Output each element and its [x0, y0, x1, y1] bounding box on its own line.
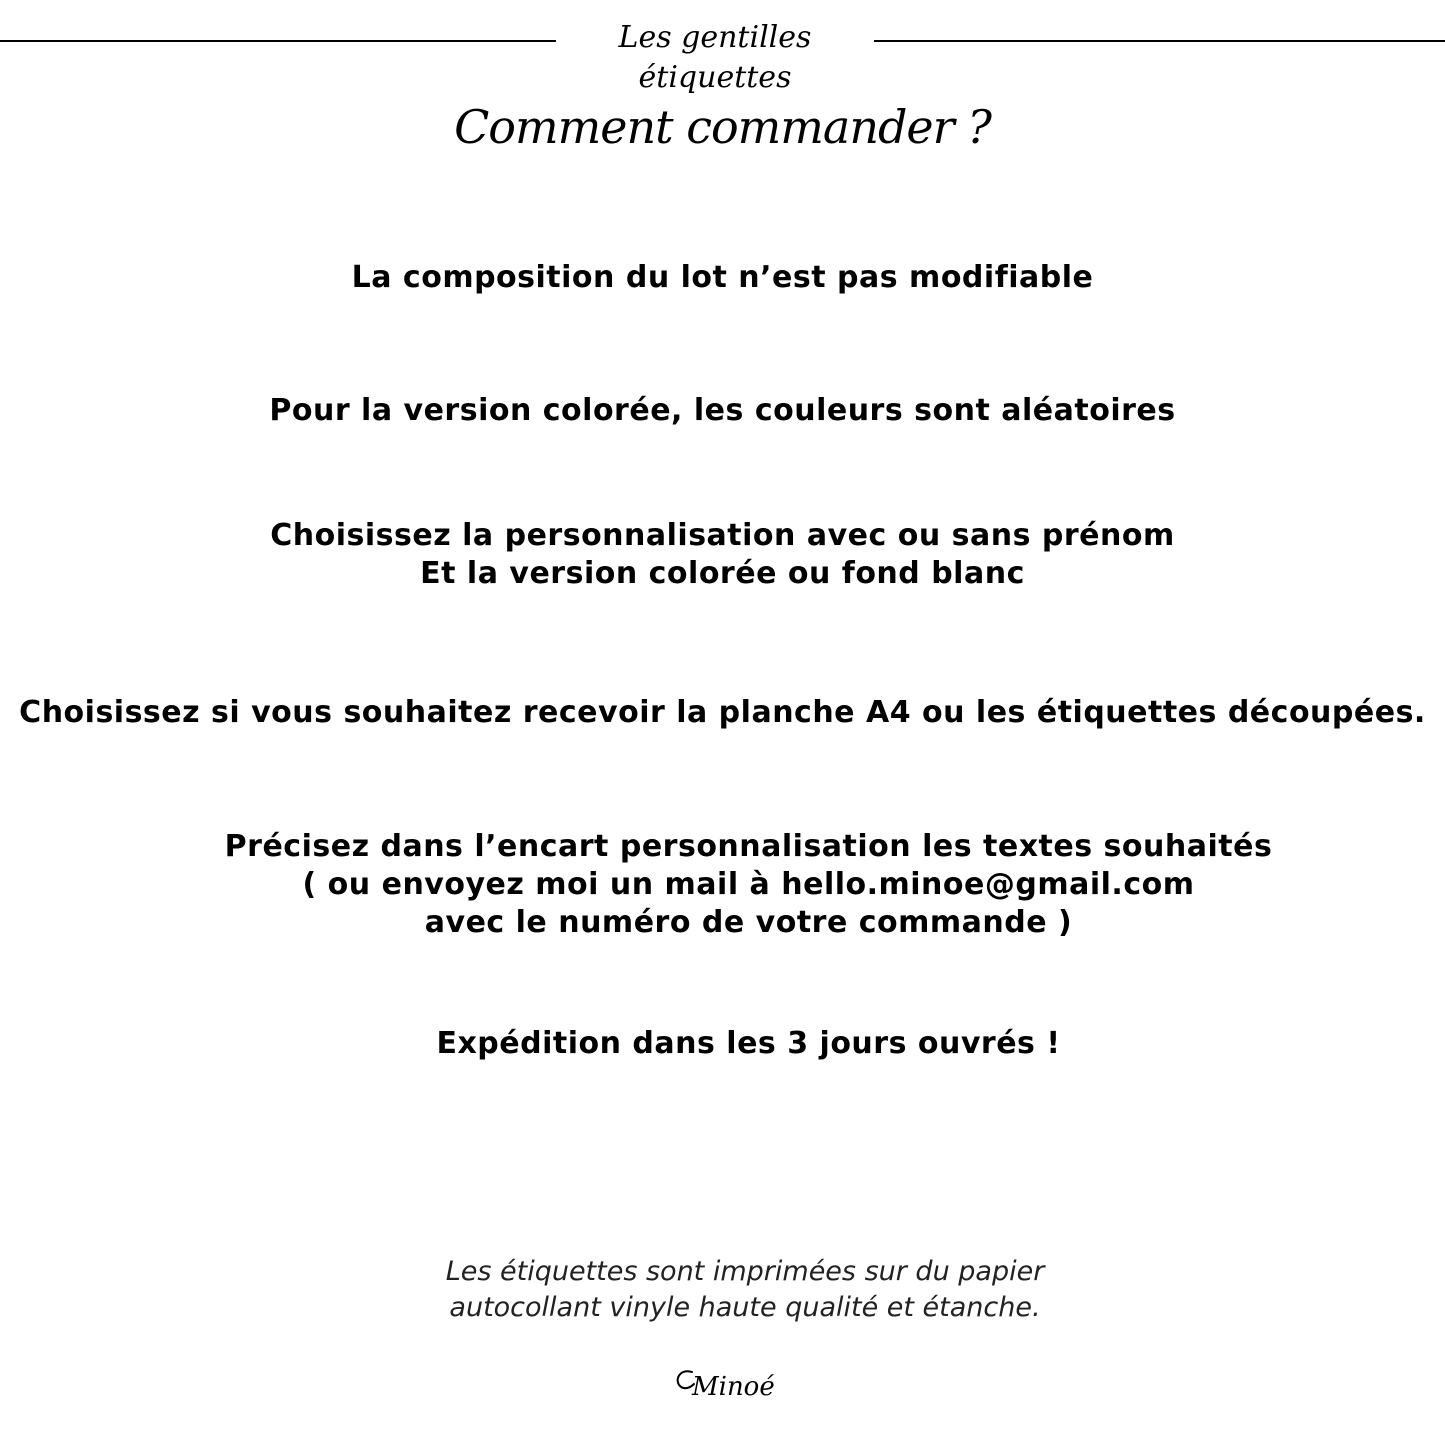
instruction-colors	[0, 392, 1445, 430]
instruction-line: Expédition dans les 3 jours ouvrés !	[436, 1026, 1061, 1061]
signature-text: Minoé	[692, 1372, 775, 1402]
material-note	[0, 1254, 1445, 1326]
instruction-personalisation	[0, 517, 1445, 593]
instruction-line: Et la version colorée ou fond blanc	[420, 556, 1025, 591]
instruction-format	[0, 694, 1445, 732]
instruction-line: La composition du lot n’est pas modifiable	[351, 260, 1094, 295]
instruction-line: Précisez dans l’encart personnalisation les textes souhaités	[224, 829, 1273, 864]
note-line: Les étiquettes sont imprimées sur du papier	[445, 1256, 1045, 1287]
brand-title: Les gentilles étiquettes	[618, 20, 812, 95]
instruction-lot-composition	[0, 259, 1445, 297]
instruction-texts	[26, 828, 1445, 942]
signature	[670, 1362, 790, 1414]
instruction-line: Pour la version colorée, les couleurs sont aléatoires	[269, 393, 1176, 428]
header-rule-left	[0, 40, 556, 42]
instruction-line: ( ou envoyez moi un mail à hello.minoe@gmail.com	[302, 867, 1195, 902]
note-line: autocollant vinyle haute qualité et étanche.	[449, 1292, 1041, 1323]
instruction-line: Choisissez la personnalisation avec ou sans prénom	[270, 518, 1175, 553]
instruction-shipping	[26, 1025, 1445, 1063]
page-title: Comment commander ?	[454, 100, 991, 154]
header-rule-right	[874, 40, 1445, 42]
instruction-line: Choisissez si vous souhaitez recevoir la planche A4 ou les étiquettes découpées.	[19, 695, 1426, 730]
instruction-line: avec le numéro de votre commande )	[424, 905, 1073, 940]
